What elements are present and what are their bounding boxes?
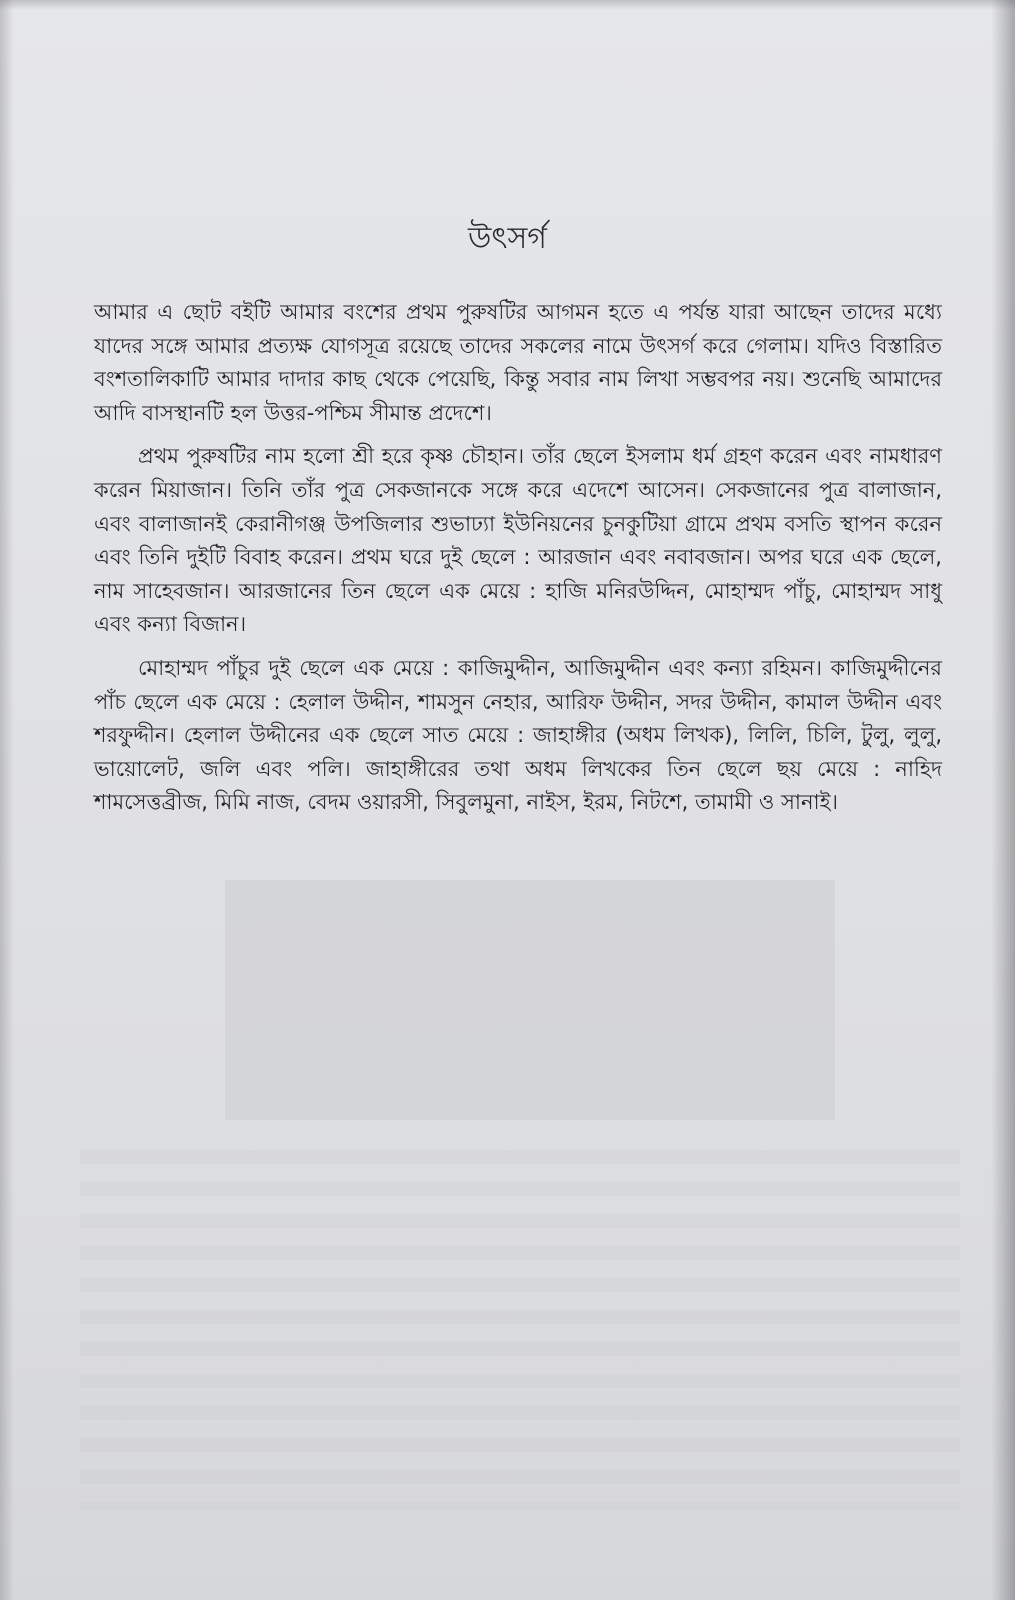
page-title: উৎসর্গ (468, 221, 547, 256)
show-through-text (80, 1150, 960, 1510)
paragraph-2: প্রথম পুরুষটির নাম হলো শ্রী হরে কৃষ্ণ চৌহান। তাঁর ছেলে ইসলাম ধর্ম গ্রহণ করেন এবং নামধারণ করেন মিয়াজান। তিনি তাঁর পুত্র সেকজানকে সঙ্গে করে এদেশে আসেন। সেকজানের পুত্র বালাজান, এবং বালাজানই কেরানীগঞ্জ উপজিলার শুভাঢ্যা ইউনিয়নের চুনকুটিয়া গ্রামে প্রথম বসতি স্থাপন করেন এবং তিনি দুইটি বিবাহ করেন। প্রথম ঘরে দুই ছেলে : আরজান এবং নবাবজান। অপর ঘরে এক ছেলে, নাম সাহেবজান। আরজানের তিন ছেলে এক মেয়ে : হাজি মনিরউদ্দিন, মোহাম্মদ পাঁচু, মোহাম্মদ সাধু এবং কন্যা বিজান। (94, 444, 942, 637)
dedication-body (94, 296, 942, 820)
paragraph-3: মোহাম্মদ পাঁচুর দুই ছেলে এক মেয়ে : কাজিমুদ্দীন, আজিমুদ্দীন এবং কন্যা রহিমন। কাজিমুদ্দীনের পাঁচ ছেলে এক মেয়ে : হেলাল উদ্দীন, শামসুন নেহার, আরিফ উদ্দীন, সদর উদ্দীন, কামাল উদ্দীন এবং শরফুদ্দীন। হেলাল উদ্দীনের এক ছেলে সাত মেয়ে : জাহাঙ্গীর (অধম লিখক), লিলি, চিলি, টুলু, লুলু, ভায়োলেট, জলি এবং পলি। জাহাঙ্গীরের তথা অধম লিখকের তিন ছেলে ছয় মেয়ে : নাহিদ শামসেত্তব্রীজ, মিমি নাজ, বেদম ওয়ারসী, সিবুলমুনা, নাইস, ইরম, নিটশে, তামামী ও সানাই। (94, 655, 942, 815)
show-through-block (225, 880, 835, 1120)
paragraph-1: আমার এ ছোট বইটি আমার বংশের প্রথম পুরুষটির আগমন হতে এ পর্যন্ত যারা আছেন তাদের মধ্যে যাদের সঙ্গে আমার প্রত্যক্ষ যোগসূত্র রয়েছে তাদের সকলের নামে উৎসর্গ করে গেলাম। যদিও বিস্তারিত বংশতালিকাটি আমার দাদার কাছ থেকে পেয়েছি, কিন্তু সবার নাম লিখা সম্ভবপর নয়। শুনেছি আমাদের আদি বাসস্থানটি হল উত্তর-পশ্চিম সীমান্ত প্রদেশে। (94, 300, 942, 425)
page-top-shadow (0, 0, 1015, 10)
